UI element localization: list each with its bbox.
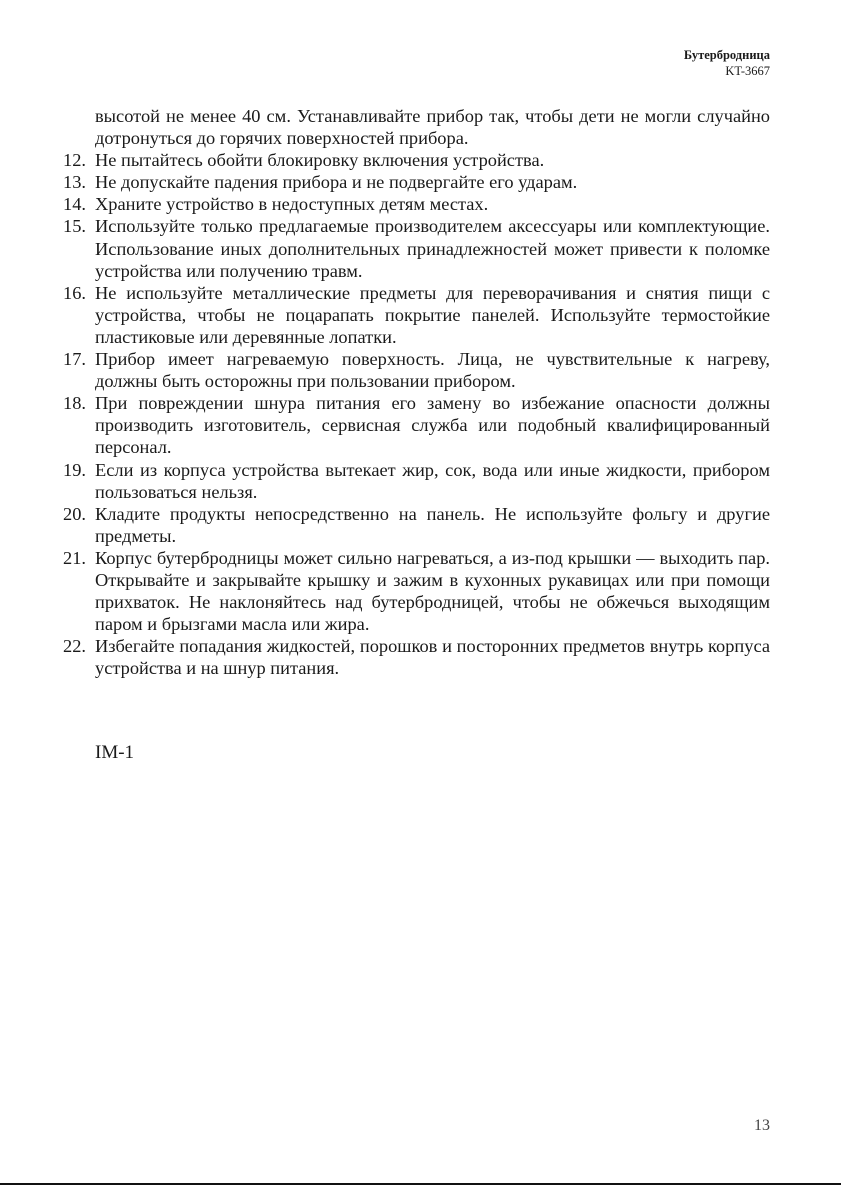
instruction-item xyxy=(63,459,770,503)
page-header xyxy=(684,47,770,79)
item-text: Храните устройство в недоступных детям местах. xyxy=(95,194,489,215)
item-number: 12. xyxy=(63,150,86,171)
item-text: Избегайте попадания жидкостей, порошков и посторонних предметов внутрь корпуса устройства и на шнур питания. xyxy=(95,636,770,679)
item-text: Если из корпуса устройства вытекает жир, сок, вода или иные жидкости, прибором пользоваться нельзя. xyxy=(95,459,770,502)
safety-instructions xyxy=(63,105,770,679)
item-number: 22. xyxy=(63,636,86,657)
item-text: Не пытайтесь обойти блокировку включения устройства. xyxy=(95,150,545,171)
item-number: 20. xyxy=(63,503,86,524)
item-number: 13. xyxy=(63,172,86,193)
item-text: Используйте только предлагаемые производителем аксессуары или комплектующие. Иcпользование иных дополнительных принадлежностей может привести к поломке устройства или получению травм. xyxy=(95,216,770,281)
item-number: 14. xyxy=(63,194,86,215)
item-number: 15. xyxy=(63,216,86,237)
model-code: KT-3667 xyxy=(725,64,770,78)
instruction-list xyxy=(63,149,770,679)
instruction-item xyxy=(63,149,770,171)
instruction-item xyxy=(63,503,770,547)
instruction-item xyxy=(63,348,770,392)
item-number: 19. xyxy=(63,459,86,480)
page-number: 13 xyxy=(754,1117,770,1134)
instruction-item xyxy=(63,171,770,193)
instruction-item xyxy=(63,215,770,281)
item-number: 21. xyxy=(63,547,86,568)
item-text: Не допускайте падения прибора и не подвергайте его ударам. xyxy=(95,172,578,193)
instruction-item xyxy=(63,392,770,458)
item-text: Корпус бутербродницы может сильно нагреваться, а из-под крышки — выходить пар. Открывайте и закрывайте крышку и зажим в кухонных рукавицах или при помощи прихваток. Не наклоняйтесь над бутербродницей, чтобы не обжечься выходящим паром и брызгами масла или жира. xyxy=(95,547,770,635)
continuation-paragraph: высотой не менее 40 см. Устанавливайте прибор так, чтобы дети не могли случайно дотронуться до горячих поверхностей прибора. xyxy=(95,106,770,149)
item-text: При повреждении шнура питания его замену во избежание опасности должны производить изготовитель, сервисная служба или подобный квалифицированный персонал. xyxy=(95,393,770,458)
instruction-item xyxy=(63,193,770,215)
instruction-item xyxy=(63,547,770,635)
instruction-item xyxy=(63,635,770,679)
document-code: IM-1 xyxy=(95,742,135,763)
item-number: 18. xyxy=(63,393,86,414)
product-name: Бутербродница xyxy=(683,48,770,62)
instruction-item xyxy=(63,282,770,348)
item-number: 17. xyxy=(63,349,86,370)
item-number: 16. xyxy=(63,282,86,303)
item-text: Прибор имеет нагреваемую поверхность. Лица, не чувствительные к нагреву, должны быть осторожны при пользовании прибором. xyxy=(95,349,770,392)
item-text: Не используйте металлические предметы для переворачивания и снятия пищи с устройства, чтобы не поцарапать покрытие панелей. Используйте термостойкие пластиковые или деревянные лопатки. xyxy=(95,282,770,347)
item-text: Кладите продукты непосредственно на панель. Не используйте фольгу и другие предметы. xyxy=(95,503,770,546)
